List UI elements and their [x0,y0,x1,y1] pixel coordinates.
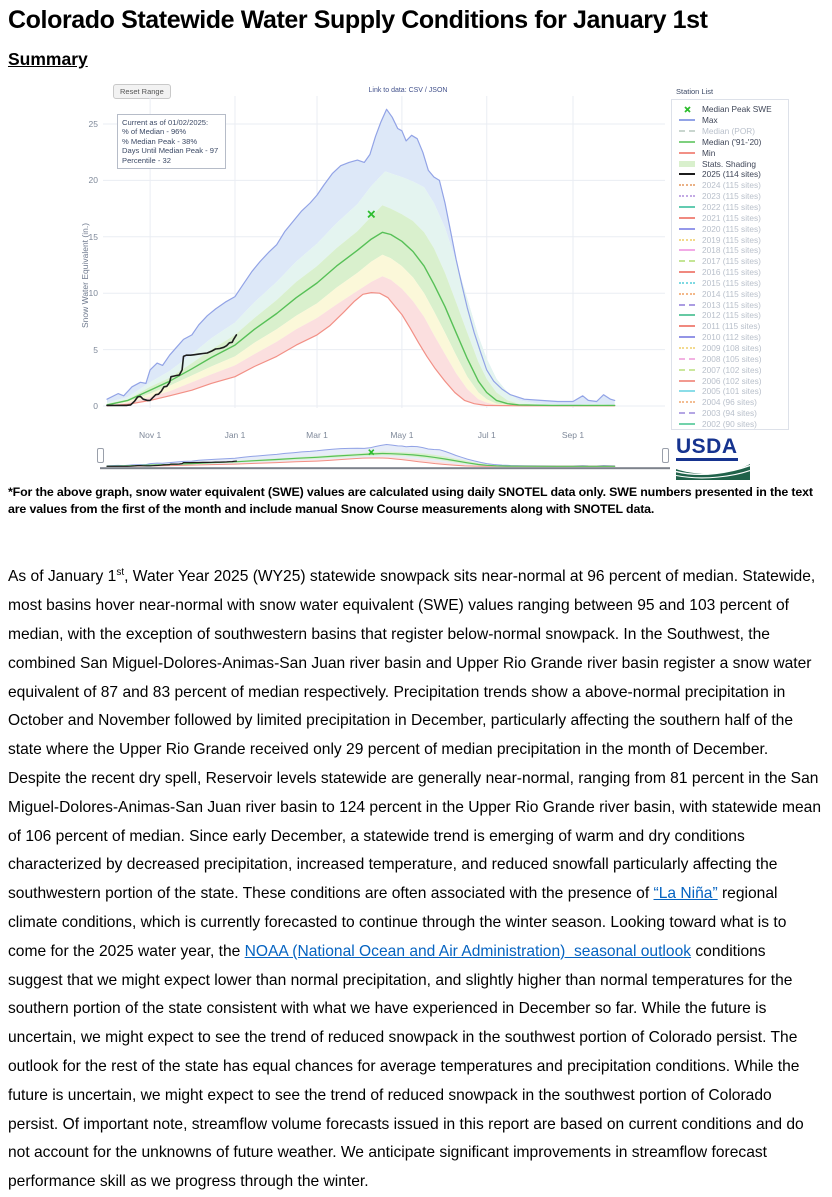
legend-item-label: 2010 (112 sites) [702,332,761,343]
legend-item-label: 2005 (101 sites) [702,386,762,397]
legend-item-label: 2025 (114 sites) [702,169,761,180]
paragraph-text: , Water Year 2025 (WY25) statewide snowpack sits near-normal at 96 percent of median. Statewide, most basins hover near-normal with snow water equivalent (SWE) values ranging between 95 and 103 percent of median, with the exception of southwestern basins that register below-normal snowpack. In the Southwest, the combined San Miguel-Dolores-Animas-San Juan river basin and Upper Rio Grande river basin register a snow water equivalent of 87 and 83 percent of median respectively. Precipitation trends show a above-normal precipitation in October and November followed by limited precipitation in December, particularly affecting the southern half of the state where the Upper Rio Grande received only 29 percent of median precipitation in the month of December. Despite the recent dry spell, Reservoir levels statewide are generally near-normal, ranging from 81 percent in the San Miguel-Dolores-Animas-San Juan river basin to 124 percent in the Upper Rio Grande river basin, with statewide mean of 106 percent of median. Since early December, a statewide trend is emerging of warm and dry conditions characterized by decreased precipitation, increased temperature, and reduced snowfall particularly affecting the southwestern portion of the state. These conditions are often associated with the presence of [8,568,821,903]
legend-item-label: Stats. Shading [702,158,756,169]
summary-heading: Summary [8,49,88,69]
legend-swatch [677,141,697,143]
usda-logo [676,436,750,485]
legend-item-label: Min [702,147,716,158]
x-tick-label: Mar 1 [306,430,328,440]
legend-item[interactable] [672,343,788,354]
legend-item-label: 2022 (115 sites) [702,202,761,213]
legend-item[interactable] [672,288,788,299]
legend-swatch [677,130,697,132]
tooltip-line: Days Until Median Peak - 97 [122,146,219,156]
legend-item-label: 2015 (115 sites) [702,277,761,288]
legend-item-label: Median Peak SWE [702,104,772,115]
y-tick-label: 5 [93,344,98,355]
legend-swatch [677,369,697,371]
y-tick-label: 10 [88,288,98,299]
y-tick-label: 15 [88,231,98,242]
report-page [0,6,832,1197]
legend-item[interactable] [672,158,788,169]
y-tick-label: 25 [88,119,98,129]
legend-item[interactable] [672,202,788,213]
legend-swatch [677,390,697,392]
legend-swatch [677,358,697,360]
range-slider-left-handle[interactable] [97,448,104,463]
legend-item[interactable] [672,245,788,256]
tooltip-line: % Median Peak - 38% [122,136,198,146]
legend-item-label: Max [702,115,718,126]
inline-link[interactable]: “La Niña” [653,885,718,903]
legend-swatch [677,119,697,121]
legend-item[interactable] [672,191,788,202]
x-tick-label: Sep 1 [561,430,585,440]
tooltip-line: Percentile - 32 [122,155,171,165]
legend-swatch [677,336,697,338]
legend-item[interactable] [672,418,788,429]
legend-item-label: 2002 (90 sites) [702,418,757,429]
legend-swatch [677,380,697,382]
legend-item[interactable] [672,169,788,180]
chart-tooltip [117,114,226,169]
legend-swatch [677,325,697,327]
y-tick-label: 20 [88,175,98,186]
x-tick-label: Jan 1 [224,430,246,440]
legend-swatch [677,228,697,230]
legend-item-label: 2023 (115 sites) [702,191,761,202]
legend-item[interactable] [672,408,788,419]
legend-item[interactable] [672,137,788,148]
legend-item-label: 2013 (115 sites) [702,299,761,310]
legend-item[interactable] [672,375,788,386]
legend-item-label: 2006 (102 sites) [702,375,762,386]
legend-item[interactable] [672,332,788,343]
legend-item[interactable] [672,115,788,126]
legend-item[interactable] [672,104,788,115]
legend-item[interactable] [672,126,788,137]
legend-swatch [677,184,697,186]
legend-item[interactable] [672,278,788,289]
median-peak-x-icon [677,106,697,113]
chart-footnote: *For the above graph, snow water equivalent (SWE) values are calculated using daily SNOTEL data only. SWE numbers presented in the text are values from the first of the month and include manual Snow Course measurements along with SNOTEL data. [8,485,813,516]
summary-paragraph [8,559,824,1197]
y-tick-label: 0 [93,401,98,411]
legend-item[interactable] [672,147,788,158]
legend-item-label: 2008 (105 sites) [702,353,762,364]
legend-swatch [677,293,697,295]
legend-swatch [677,260,697,262]
legend-item-label: 2007 (102 sites) [702,364,762,375]
tooltip-line: % of Median - 96% [122,127,187,137]
legend-item-label: 2011 (115 sites) [702,321,761,332]
paragraph-text: st [116,567,125,579]
tooltip-line: Current as of 01/02/2025: [122,118,209,127]
legend-item[interactable] [672,180,788,191]
legend-item-label: 2016 (115 sites) [702,267,761,278]
legend-swatch [677,304,697,306]
legend-swatch [677,271,697,273]
legend-swatch [677,195,697,197]
legend-swatch [677,239,697,241]
legend-swatch [677,217,697,219]
legend-swatch [677,347,697,349]
y-axis-label: Snow Water Equivalent (in.) [80,222,90,328]
legend-item-label: 2003 (94 sites) [702,408,757,419]
legend-item-label: 2014 (115 sites) [702,288,761,299]
legend-item-label: 2004 (96 sites) [702,397,757,408]
legend-swatch [677,423,697,425]
page-title: Colorado Statewide Water Supply Conditions for January 1st [8,6,708,34]
legend-swatch [677,206,697,208]
paragraph-text: regional climate conditions, which is currently forecasted to continue through the winter season. Looking toward what is to come for the 2025 water year, the [8,885,787,960]
usda-logo-swoosh [676,461,750,480]
legend-item-label: Median (POR) [702,126,756,137]
legend-item[interactable] [672,299,788,310]
legend-item[interactable] [672,386,788,397]
legend-swatch [677,173,697,175]
snotel-swe-chart [0,84,832,478]
x-tick-label: Nov 1 [139,430,162,440]
legend-item[interactable] [672,397,788,408]
legend-item[interactable] [672,267,788,278]
legend-item-label: 2012 (115 sites) [702,310,761,321]
legend-swatch [677,161,697,167]
x-tick-label: Jul 1 [477,430,496,440]
legend-item[interactable] [672,256,788,267]
station-list-link[interactable]: Station List [676,87,714,96]
legend-item-label: Median ('91-'20) [702,136,762,147]
reset-range-button[interactable]: Reset Range [113,84,171,99]
legend-item-label: 2021 (115 sites) [702,212,761,223]
csv-json-data-link[interactable]: Link to data: CSV / JSON [368,87,448,94]
legend-item-label: 2019 (115 sites) [702,234,761,245]
legend-panel [671,99,789,430]
legend-item[interactable] [672,223,788,234]
range-slider-right-handle[interactable] [662,448,669,463]
x-tick-label: May 1 [390,430,414,440]
legend-item[interactable] [672,321,788,332]
legend-swatch [677,314,697,316]
legend-item-label: 2018 (115 sites) [702,245,761,256]
paragraph-text: As of January 1 [8,568,117,586]
legend-swatch [677,249,697,251]
inline-link[interactable]: NOAA (National Ocean and Air Administration) seasonal outlook [244,942,692,960]
legend-swatch [677,282,697,284]
legend-item[interactable] [672,234,788,245]
range-slider-minimap[interactable] [100,442,670,470]
legend-item[interactable] [672,212,788,223]
legend-swatch [677,152,697,154]
legend-item-label: 2009 (108 sites) [702,342,762,353]
legend-swatch [677,412,697,414]
legend-item-label: 2017 (115 sites) [702,256,761,267]
legend-item-label: 2024 (115 sites) [702,180,761,191]
legend-item[interactable] [672,353,788,364]
usda-logo-text: USDA [676,436,738,461]
paragraph-text: conditions suggest that we might expect lower than normal precipitation, and slightly higher than normal temperatures for the southern portion of the state consistent with what we have experienced in December so far. While the future is uncertain, we might expect to see the trend of reduced snowpack in the southwest portion of Colorado persist. The outlook for the rest of the state has equal chances for average temperatures and precipitation conditions. While the future is uncertain, we might expect to see the trend of reduced snowpack in the southwest portion of Colorado persist. Of important note, streamflow volume forecasts issued in this report are based on current conditions and do not account for the unknowns of future weather. We anticipate significant improvements in streamflow forecast performance skill as we progress through the winter. [8,942,804,1191]
legend-item[interactable] [672,310,788,321]
legend-item[interactable] [672,364,788,375]
legend-swatch [677,401,697,403]
legend-item-label: 2020 (115 sites) [702,223,761,234]
